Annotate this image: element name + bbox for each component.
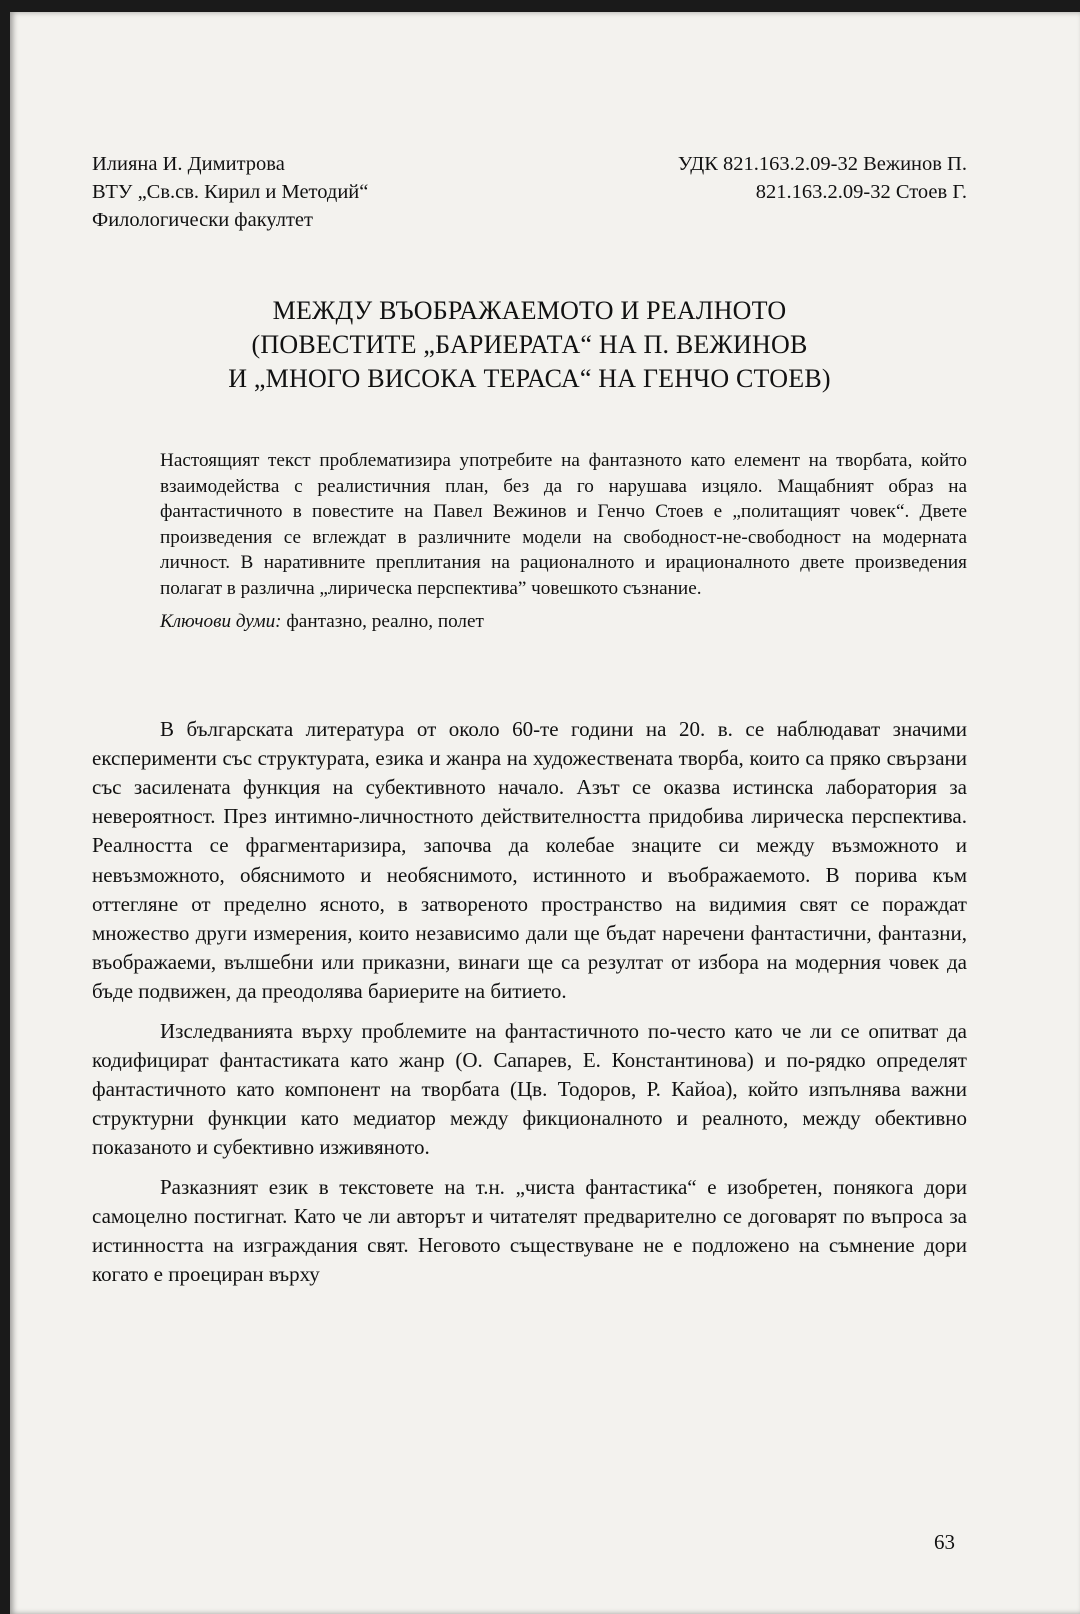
- udk-classification: [678, 150, 967, 206]
- article-title: [92, 294, 967, 396]
- body-paragraph-2: Изследванията върху проблемите на фантастичното по-често като че ли се опитват да кодифицират фантастиката като жанр (О. Сапарев, Е. Константинова) и по-рядко определят фантастичното като компонент на творбата (Цв. Тодоров, Р. Кайоа), който изпълнява важни структурни функции като медиатор между фикционалното и реалното, между обективно показаното и субективно изживяното.: [92, 1018, 967, 1160]
- book-page: [10, 12, 1080, 1614]
- udk-line-2: 821.163.2.09-32 Стоев Г.: [755, 181, 967, 203]
- faculty: Филологически факултет: [92, 209, 313, 231]
- body-paragraph-1: В българската литература от около 60-те години на 20. в. се наблюдават значими експерименти със структурата, езика и жанра на художествената творба, които са пряко свързани със засилената функция на субективното начало. Азът се оказва истинска лаборатория за невероятност. През интимно-личностното действителността придобива лирическа перспектива. Реалността се фрагментаризира, започва да колебае знаците си между възможното и невъзможното, обяснимото и необяснимото, истинното и въображаемото. В порива към оттегляне от пределно ясното, в затвореното пространство на видимия свят се пораждат множество други измерения, които независимо дали ще бъдат наречени фантастични, фантазни, въображаеми, вълшебни или приказни, винаги ще са резултат от избора на модерния човек да бъде подвижен, да преодолява бариерите на битието.: [92, 716, 967, 1004]
- article-body: [92, 715, 967, 1290]
- abstract: Настоящият текст проблематизира употребите на фантазното като елемент на творбата, който взаимодейства с реалистичния план, без да го нарушава изцяло. Мащабният образ на фантастичното в повестите на Павел Вежинов и Генчо Стоев е „политащият човек“. Двете произведения се вглеждат в различните модели на свободност-не-свободност на модерната личност. В наративните преплитания на рационалното и ирационалното двете произведения полагат в различна „лирическа перспектива” човешкото съзнание.: [160, 450, 967, 599]
- udk-line-1: УДК 821.163.2.09-32 Вежинов П.: [677, 153, 967, 175]
- keywords: [92, 609, 967, 635]
- page-number: 63: [934, 1530, 955, 1554]
- title-line-1: МЕЖДУ ВЪОБРАЖАЕМОТО И РЕАЛНОТО: [272, 296, 787, 325]
- body-paragraph-3: Разказният език в текстовете на т.н. „чиста фантастика“ е изобретен, понякога дори самоцелно постигнат. Като че ли авторът и читателят предварително се договарят по въпроса за истинността на изграждания свят. Неговото съществуване не е подложено на съмнение дори когато е проециран върху: [92, 1174, 967, 1287]
- keywords-label: Ключови думи:: [160, 611, 282, 632]
- page-content: [92, 150, 967, 1299]
- author-affiliation: [92, 150, 368, 234]
- title-line-3: И „МНОГО ВИСОКА ТЕРАСА“ НА ГЕНЧО СТОЕВ): [228, 364, 831, 393]
- keywords-value: фантазно, реално, полет: [281, 611, 484, 632]
- author-name: Илияна И. Димитрова: [92, 153, 285, 175]
- university: ВТУ „Св.св. Кирил и Методий“: [92, 181, 369, 203]
- article-header: [92, 150, 967, 242]
- title-line-2: (ПОВЕСТИТЕ „БАРИЕРАТА“ НА П. ВЕЖИНОВ: [251, 330, 808, 359]
